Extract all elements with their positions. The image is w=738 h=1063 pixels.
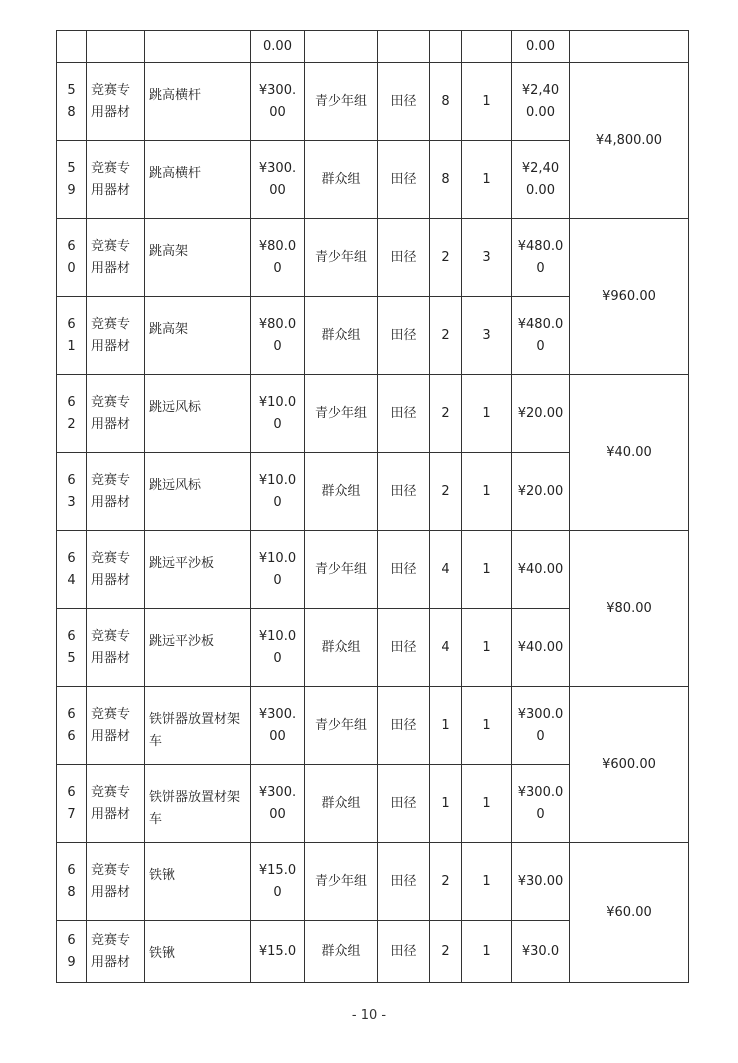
page-number: - 10 - — [351, 1008, 387, 1023]
cell-quantity: 4 — [430, 531, 462, 609]
row-number-digit: 5 — [67, 650, 76, 666]
cell-unit-price: ¥300.00 — [251, 687, 305, 765]
row-number-digit: 6 — [67, 932, 76, 948]
cell-category: 田径 — [378, 531, 430, 609]
cell-total: ¥600.00 — [570, 687, 689, 843]
cell-count: 1 — [462, 921, 512, 983]
cell-subtotal: ¥300.00 — [512, 765, 570, 843]
cell-row-number — [57, 141, 87, 219]
cell-group: 群众组 — [305, 609, 378, 687]
table-row — [57, 687, 689, 765]
cell-subtotal: ¥2,400.00 — [512, 141, 570, 219]
cell-group: 青少年组 — [305, 843, 378, 921]
cell-quantity: 2 — [430, 843, 462, 921]
cell-group: 群众组 — [305, 921, 378, 983]
cell-group: 青少年组 — [305, 375, 378, 453]
row-number-digit: 4 — [67, 572, 76, 588]
cell-total — [570, 31, 689, 63]
cell-qty — [430, 31, 462, 63]
cell-name: 铁饼器放置材架车 — [145, 687, 251, 765]
cell-total: ¥40.00 — [570, 375, 689, 531]
cell-name: 跳高横杆 — [145, 63, 251, 141]
cell-subtotal: ¥300.00 — [512, 687, 570, 765]
cell-row-number — [57, 609, 87, 687]
table-row — [57, 531, 689, 609]
cell-quantity: 4 — [430, 609, 462, 687]
cell-count: 1 — [462, 609, 512, 687]
cell-category: 田径 — [378, 375, 430, 453]
cell-quantity: 2 — [430, 453, 462, 531]
cell-total: ¥960.00 — [570, 219, 689, 375]
cell-count: 1 — [462, 375, 512, 453]
cell-count: 1 — [462, 687, 512, 765]
row-number-digit: 2 — [67, 416, 76, 432]
cell-total: ¥4,800.00 — [570, 63, 689, 219]
cell-row-number — [57, 219, 87, 297]
cell-type: 竞赛专用器材 — [87, 453, 145, 531]
cell-name: 跳高架 — [145, 297, 251, 375]
cell-name: 跳高架 — [145, 219, 251, 297]
cell-type: 竞赛专用器材 — [87, 921, 145, 983]
cell-unit-price: ¥300.00 — [251, 765, 305, 843]
cell-group: 青少年组 — [305, 687, 378, 765]
row-number-digit: 6 — [67, 472, 76, 488]
cell-type: 竞赛专用器材 — [87, 297, 145, 375]
cell-subtotal: ¥480.00 — [512, 297, 570, 375]
row-number-digit: 8 — [67, 104, 76, 120]
cell-unit-price: ¥80.00 — [251, 219, 305, 297]
cell-type — [87, 31, 145, 63]
cell-category: 田径 — [378, 609, 430, 687]
cell-subtotal: ¥30.0 — [512, 921, 570, 983]
cell-unit-price: ¥10.00 — [251, 375, 305, 453]
cell-quantity: 1 — [430, 687, 462, 765]
cell-category: 田径 — [378, 141, 430, 219]
cell-type: 竞赛专用器材 — [87, 63, 145, 141]
cell-unit-price: ¥300.00 — [251, 141, 305, 219]
cell-quantity: 2 — [430, 219, 462, 297]
cell-subtotal: ¥2,400.00 — [512, 63, 570, 141]
row-number-digit: 6 — [67, 394, 76, 410]
cell-group: 群众组 — [305, 141, 378, 219]
cell-category — [378, 31, 430, 63]
cell-group: 群众组 — [305, 453, 378, 531]
cell-count: 1 — [462, 63, 512, 141]
cell-name — [145, 31, 251, 63]
table-row — [57, 219, 689, 297]
cell-subtotal-tail: 0.00 — [512, 31, 570, 63]
table-row — [57, 375, 689, 453]
cell-group — [305, 31, 378, 63]
cell-count: 1 — [462, 453, 512, 531]
cell-count — [462, 31, 512, 63]
cell-unit-price: ¥10.00 — [251, 531, 305, 609]
cell-group: 青少年组 — [305, 531, 378, 609]
cell-price-tail: 0.00 — [251, 31, 305, 63]
cell-type: 竞赛专用器材 — [87, 609, 145, 687]
cell-name: 铁饼器放置材架车 — [145, 765, 251, 843]
cell-category: 田径 — [378, 297, 430, 375]
cell-subtotal: ¥480.00 — [512, 219, 570, 297]
table-row-continued — [57, 31, 689, 63]
table-row — [57, 843, 689, 921]
cell-category: 田径 — [378, 843, 430, 921]
row-number-digit: 8 — [67, 884, 76, 900]
cell-type: 竞赛专用器材 — [87, 687, 145, 765]
row-number-digit: 5 — [67, 82, 76, 98]
cell-row-number — [57, 297, 87, 375]
row-number-digit: 6 — [67, 784, 76, 800]
row-number-digit: 9 — [67, 182, 76, 198]
cell-row-number — [57, 765, 87, 843]
cell-count: 1 — [462, 531, 512, 609]
cell-quantity: 2 — [430, 297, 462, 375]
row-number-digit: 6 — [67, 728, 76, 744]
cell-category: 田径 — [378, 63, 430, 141]
cell-unit-price: ¥15.0 — [251, 921, 305, 983]
cell-row-number — [57, 843, 87, 921]
cell-count: 1 — [462, 765, 512, 843]
row-number-digit: 7 — [67, 806, 76, 822]
cell-total: ¥80.00 — [570, 531, 689, 687]
row-number-digit: 5 — [67, 160, 76, 176]
cell-type: 竞赛专用器材 — [87, 219, 145, 297]
cell-category: 田径 — [378, 453, 430, 531]
cell-unit-price: ¥10.00 — [251, 453, 305, 531]
cell-unit-price: ¥15.00 — [251, 843, 305, 921]
cell-total: ¥60.00 — [570, 843, 689, 983]
cell-subtotal: ¥30.00 — [512, 843, 570, 921]
cell-count: 3 — [462, 219, 512, 297]
cell-row-number — [57, 921, 87, 983]
cell-name: 跳高横杆 — [145, 141, 251, 219]
row-number-digit: 6 — [67, 628, 76, 644]
row-number-digit: 6 — [67, 316, 76, 332]
cell-category: 田径 — [378, 765, 430, 843]
cell-subtotal: ¥40.00 — [512, 609, 570, 687]
row-number-digit: 3 — [67, 494, 76, 510]
cell-name: 跳远风标 — [145, 453, 251, 531]
cell-count: 1 — [462, 843, 512, 921]
cell-name: 跳远平沙板 — [145, 609, 251, 687]
cell-name: 铁锹 — [145, 843, 251, 921]
cell-subtotal: ¥20.00 — [512, 453, 570, 531]
cell-category: 田径 — [378, 219, 430, 297]
cell-row-number — [57, 63, 87, 141]
cell-name: 跳远平沙板 — [145, 531, 251, 609]
cell-row-number — [57, 531, 87, 609]
cell-row-number — [57, 453, 87, 531]
cell-quantity: 2 — [430, 921, 462, 983]
cell-name: 跳远风标 — [145, 375, 251, 453]
row-number-digit: 6 — [67, 706, 76, 722]
cell-quantity: 8 — [430, 141, 462, 219]
cell-group: 群众组 — [305, 765, 378, 843]
row-number-digit: 1 — [67, 338, 76, 354]
cell-no — [57, 31, 87, 63]
equipment-table — [56, 30, 689, 983]
row-number-digit: 6 — [67, 238, 76, 254]
cell-type: 竞赛专用器材 — [87, 375, 145, 453]
cell-count: 3 — [462, 297, 512, 375]
row-number-digit: 6 — [67, 862, 76, 878]
cell-row-number — [57, 687, 87, 765]
cell-count: 1 — [462, 141, 512, 219]
row-number-digit: 0 — [67, 260, 76, 276]
cell-group: 青少年组 — [305, 63, 378, 141]
cell-type: 竞赛专用器材 — [87, 765, 145, 843]
cell-name: 铁锹 — [145, 921, 251, 983]
row-number-digit: 6 — [67, 550, 76, 566]
cell-quantity: 1 — [430, 765, 462, 843]
cell-category: 田径 — [378, 687, 430, 765]
cell-subtotal: ¥20.00 — [512, 375, 570, 453]
cell-type: 竞赛专用器材 — [87, 141, 145, 219]
cell-row-number — [57, 375, 87, 453]
cell-unit-price: ¥300.00 — [251, 63, 305, 141]
table-body — [57, 31, 689, 983]
cell-unit-price: ¥10.00 — [251, 609, 305, 687]
cell-quantity: 8 — [430, 63, 462, 141]
cell-subtotal: ¥40.00 — [512, 531, 570, 609]
row-number-digit: 9 — [67, 954, 76, 970]
cell-group: 群众组 — [305, 297, 378, 375]
table-row — [57, 63, 689, 141]
cell-quantity: 2 — [430, 375, 462, 453]
cell-group: 青少年组 — [305, 219, 378, 297]
cell-unit-price: ¥80.00 — [251, 297, 305, 375]
cell-type: 竞赛专用器材 — [87, 531, 145, 609]
cell-category: 田径 — [378, 921, 430, 983]
cell-type: 竞赛专用器材 — [87, 843, 145, 921]
